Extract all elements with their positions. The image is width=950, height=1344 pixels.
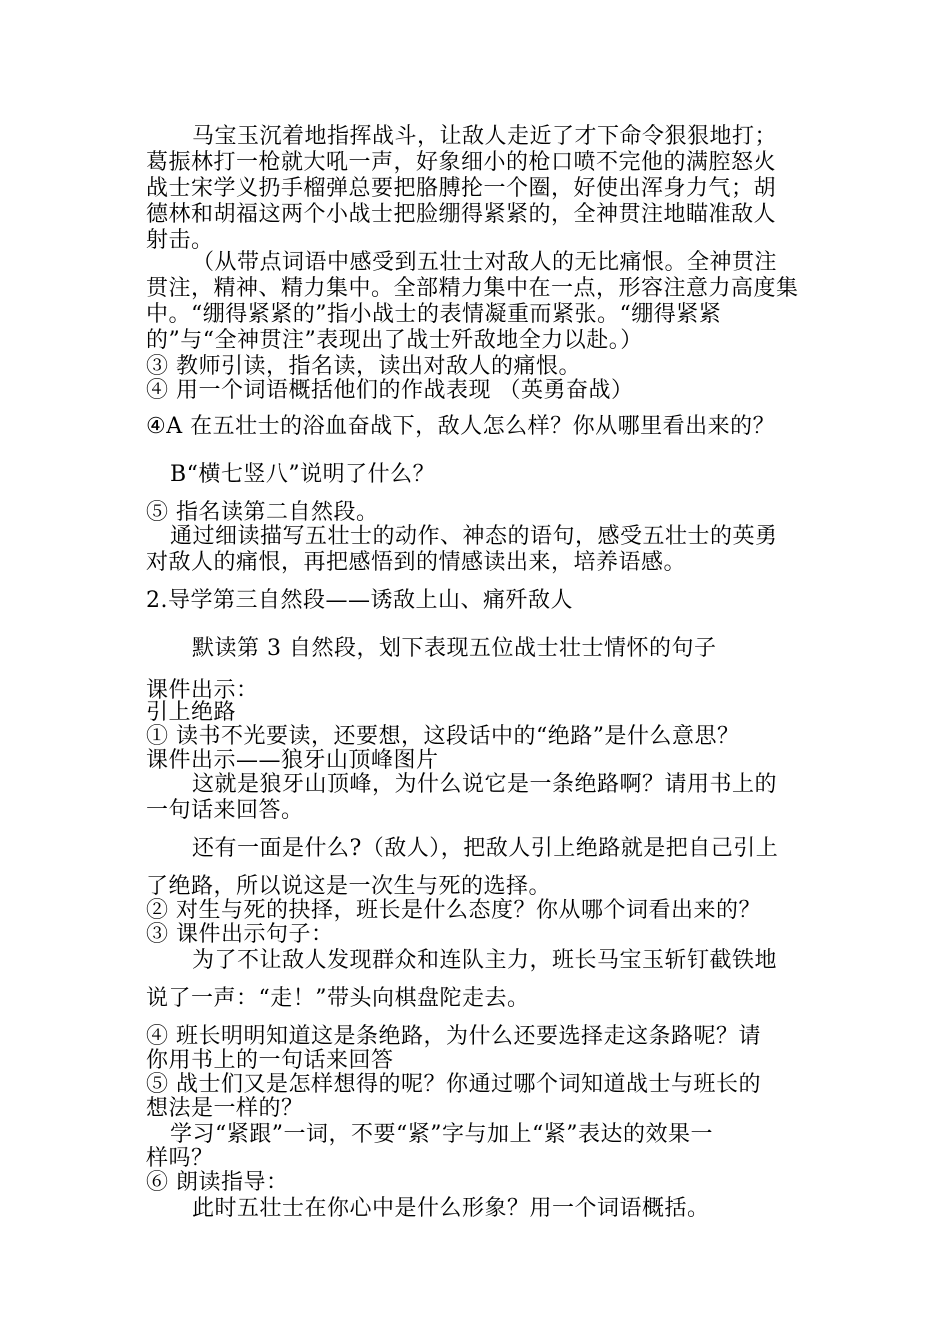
text-line: 德林和胡福这两个小战士把脸绷得紧紧的，全神贯注地瞄准敌人 — [146, 202, 777, 227]
text-line: 你用书上的一句话来回答 — [146, 1048, 394, 1073]
text-line: 课件出示——狼牙山顶峰图片 — [146, 748, 439, 773]
text-line: 葛振林打一枪就大吼一声，好象细小的枪口喷不完他的满腔怒火 — [146, 150, 777, 175]
text-line: ④ 用一个词语概括他们的作战表现 （英勇奋战） — [146, 378, 634, 403]
text-line: 样吗？ — [146, 1146, 214, 1171]
text-line: ⑤ 战士们又是怎样想得的呢？你通过哪个词知道战士与班长的 — [146, 1072, 761, 1097]
text-line: 说了一声：“走！”带头向棋盘陀走去。 — [146, 986, 530, 1011]
text-line: ② 对生与死的抉择，班长是什么态度？你从哪个词看出来的？ — [146, 898, 761, 923]
text-line: 的”与“全神贯注”表现出了战士歼敌地全力以赴。） — [146, 328, 643, 353]
text-line: （从带点词语中感受到五壮士对敌人的无比痛恨。全神贯注 — [192, 250, 778, 275]
text-line: 射击。 — [146, 228, 214, 253]
text-line: 马宝玉沉着地指挥战斗，让敌人走近了才下命令狠狠地打； — [192, 124, 778, 149]
text-line: 战士宋学义扔手榴弹总要把胳膊抡一个圈，好使出浑身力气；胡 — [146, 176, 777, 201]
text-line: 一句话来回答。 — [146, 798, 304, 823]
text-line: ④ 班长明明知道这是条绝路，为什么还要选择走这条路呢？请 — [146, 1024, 761, 1049]
text-line: 贯注，精神、精力集中。全部精力集中在一点，形容注意力高度集 — [146, 276, 799, 301]
text-line: 引上绝路 — [146, 700, 237, 725]
text-line: 中。“绷得紧紧的”指小战士的表情凝重而紧张。“绷得紧紧 — [146, 302, 722, 327]
text-line: ⑥ 朗读指导： — [146, 1170, 289, 1195]
text-line: ③ 教师引读，指名读，读出对敌人的痛恨。 — [146, 354, 581, 379]
text-line: 课件出示： — [146, 678, 259, 703]
text-line: ④A 在五壮士的浴血奋战下，敌人怎么样？你从哪里看出来的？ — [146, 414, 776, 439]
text-line: 通过细读描写五壮士的动作、神态的语句，感受五壮士的英勇 — [170, 524, 778, 549]
text-line: 还有一面是什么?（敌人），把敌人引上绝路就是把自己引上 — [192, 836, 779, 861]
text-line: ⑤ 指名读第二自然段。 — [146, 500, 379, 525]
text-line: 默读第 3 自然段，划下表现五位战士壮士情怀的句子 — [192, 636, 717, 661]
text-line: B“横七竖八”说明了什么？ — [170, 462, 436, 487]
text-line: ③ 课件出示句子： — [146, 922, 334, 947]
text-line: 对敌人的痛恨，再把感悟到的情感读出来，培养语感。 — [146, 550, 687, 575]
text-line: 了绝路，所以说这是一次生与死的选择。 — [146, 874, 552, 899]
text-line: 2.导学第三自然段——诱敌上山、痛歼敌人 — [146, 588, 573, 613]
text-line: ① 读书不光要读，还要想，这段话中的“绝路”是什么意思？ — [146, 724, 740, 749]
text-line: 想法是一样的？ — [146, 1096, 304, 1121]
text-line: 学习“紧跟”一词，不要“紧”字与加上“紧”表达的效果一 — [170, 1122, 713, 1147]
text-line: 为了不让敌人发现群众和连队主力，班长马宝玉斩钉截铁地 — [192, 948, 778, 973]
text-line: 此时五壮士在你心中是什么形象？用一个词语概括。 — [192, 1196, 710, 1221]
text-line: 这就是狼牙山顶峰，为什么说它是一条绝路啊？请用书上的 — [192, 772, 778, 797]
